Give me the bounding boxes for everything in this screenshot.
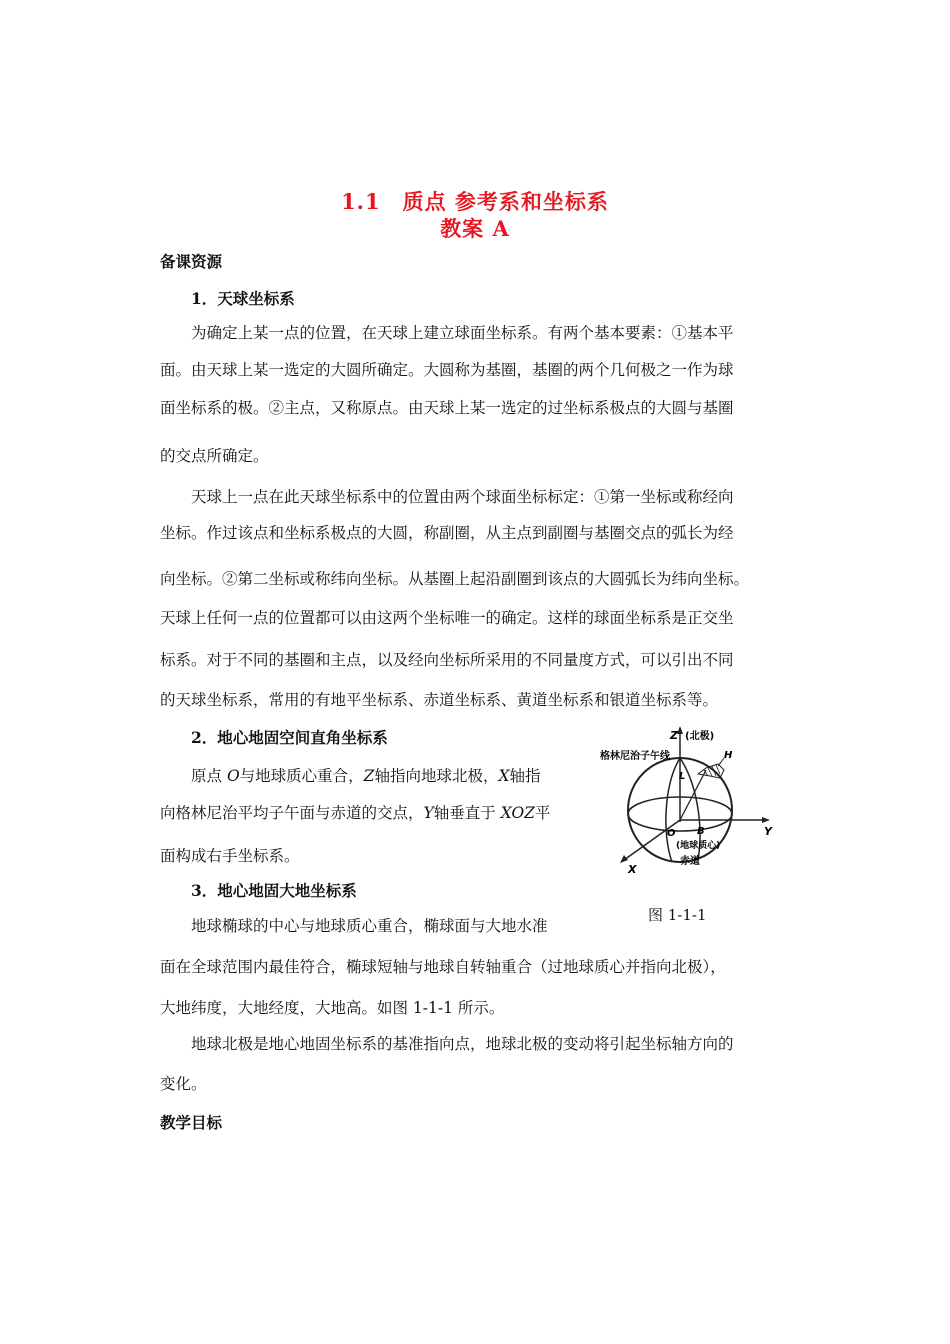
section-1-title: 1．天球坐标系 bbox=[191, 289, 295, 308]
section-2-title: 2．地心地固空间直角坐标系 bbox=[191, 728, 388, 747]
paragraph-line: 为确定上某一点的位置，在天球上建立球面坐标系。有两个基本要素：①基本平 bbox=[191, 324, 734, 342]
section-heading-objectives: 教学目标 bbox=[160, 1113, 223, 1132]
paragraph-line: 的交点所确定。 bbox=[160, 447, 269, 465]
document-subtitle: 教案 A bbox=[440, 216, 510, 241]
document-title: 1.1 质点 参考系和坐标系 bbox=[341, 189, 609, 214]
paragraph-line: 原点 O与地球质心重合，Z轴指向地球北极，X轴指 bbox=[191, 767, 541, 785]
paragraph-line: 的天球坐标系，常用的有地平坐标系、赤道坐标系、黄道坐标系和银道坐标系等。 bbox=[160, 691, 719, 709]
label-o: O bbox=[667, 828, 676, 839]
label-z: Z bbox=[670, 729, 678, 742]
paragraph-line: 地球椭球的中心与地球质心重合，椭球面与大地水准 bbox=[191, 917, 548, 935]
paragraph-line: 天球上一点在此天球坐标系中的位置由两个球面坐标标定：①第一坐标或称经向 bbox=[191, 488, 734, 506]
label-equator: 赤道 bbox=[680, 856, 700, 867]
coordinate-sphere-diagram bbox=[594, 724, 784, 874]
paragraph-line: 标系。对于不同的基圈和主点，以及经向坐标所采用的不同量度方式，可以引出不同 bbox=[160, 651, 734, 669]
label-l: L bbox=[679, 771, 686, 782]
paragraph-line: 向格林尼治平均子午面与赤道的交点，Y轴垂直于 XOZ平 bbox=[160, 804, 551, 822]
figure-earth-coordinate-diagram bbox=[594, 724, 784, 878]
paragraph-line: 天球上任何一点的位置都可以由这两个坐标唯一的确定。这样的球面坐标系是正交坐 bbox=[160, 609, 734, 627]
paragraph-line: 面。由天球上某一选定的大圆所确定。大圆称为基圈，基圈的两个几何极之一作为球 bbox=[160, 361, 734, 379]
paragraph-line: 坐标。作过该点和坐标系极点的大圆，称副圈，从主点到副圈与基圈交点的弧长为经 bbox=[160, 524, 734, 542]
section-heading-resources: 备课资源 bbox=[160, 252, 223, 271]
paragraph-line: 面在全球范围内最佳符合，椭球短轴与地球自转轴重合（过地球质心并指向北极）， bbox=[160, 958, 726, 976]
label-greenwich-meridian: 格林尼治子午线 bbox=[600, 751, 670, 762]
section-3-title: 3．地心地固大地坐标系 bbox=[191, 881, 357, 900]
label-b: B bbox=[697, 826, 705, 837]
paragraph-line: 面坐标系的极。②主点，又称原点。由天球上某一选定的过坐标系极点的大圆与基圈 bbox=[160, 399, 734, 417]
y-arrow bbox=[762, 817, 770, 823]
label-h: H bbox=[724, 750, 733, 761]
figure-caption: 图 1-1-1 bbox=[648, 906, 707, 924]
label-x: X bbox=[628, 863, 637, 874]
label-north-pole: (北极) bbox=[685, 731, 715, 742]
paragraph-line: 向坐标。②第二坐标或称纬向坐标。从基圈上起沿副圈到该点的大圆弧长为纬向坐标。 bbox=[160, 570, 750, 588]
paragraph-line: 面构成右手坐标系。 bbox=[160, 847, 300, 865]
paragraph-line: 大地纬度，大地经度，大地高。如图 1-1-1 所示。 bbox=[160, 999, 505, 1017]
label-y: Y bbox=[764, 825, 772, 838]
paragraph-line: 地球北极是地心地固坐标系的基准指向点，地球北极的变动将引起坐标轴方向的 bbox=[191, 1035, 734, 1053]
x-arrow bbox=[620, 855, 628, 863]
paragraph-line: 变化。 bbox=[160, 1075, 207, 1093]
label-earth-center: (地球质心) bbox=[676, 841, 721, 851]
